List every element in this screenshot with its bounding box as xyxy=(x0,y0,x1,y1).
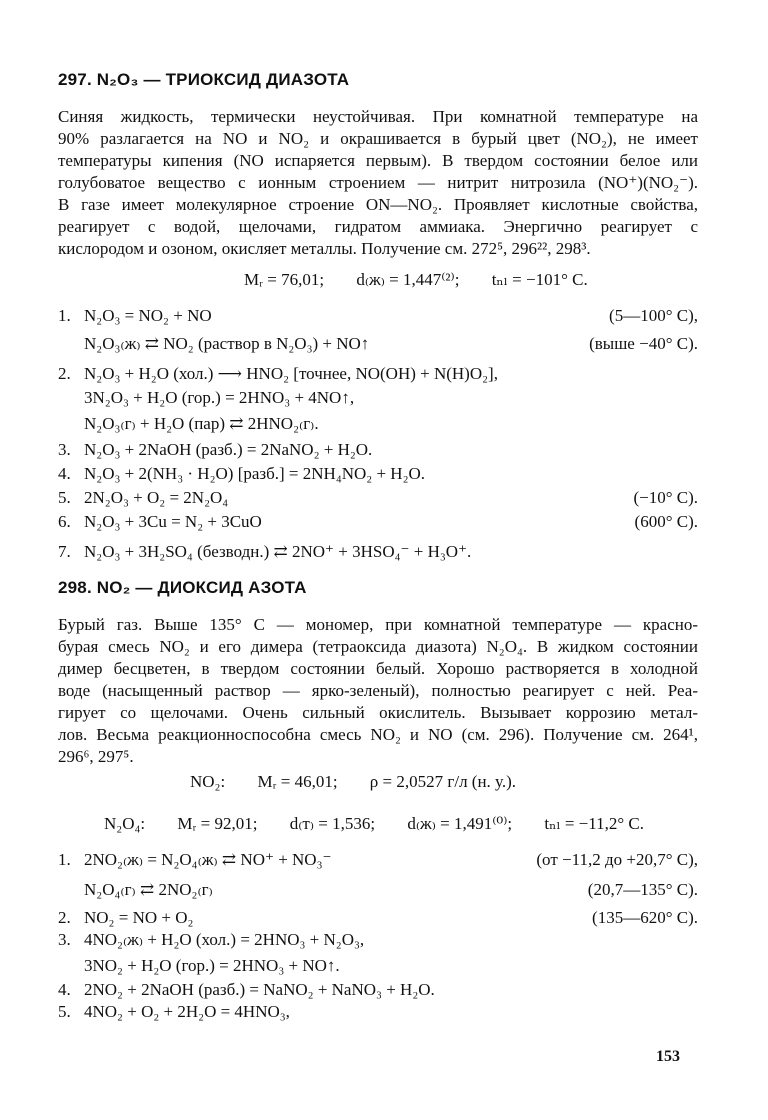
reaction-number: 4. xyxy=(58,464,71,483)
text-line: лов. Весьма реакционноспособна смесь NO₂ и NO (см. 296). Получение см. 264¹, xyxy=(58,725,698,744)
reaction-condition: (от −11,2 до +20,7° C), xyxy=(536,850,698,869)
melting-point: tₙₗ = −11,2° C. xyxy=(544,814,645,833)
section-297-description xyxy=(58,106,698,260)
liquid-density: d₍ж₎ = 1,491⁽⁰⁾; xyxy=(407,814,513,833)
text-line: воде (насыщенный раствор — ярко-зеленый), полностью реагирует с ней. Реа- xyxy=(58,681,698,700)
density: ρ = 2,0527 г/л (н. у.). xyxy=(369,772,517,791)
text-line: В газе имеет молекулярное строение ON—NO₂. Проявляет кислотные свойства, xyxy=(58,195,698,214)
reaction-condition: (20,7—135° C). xyxy=(587,880,698,899)
molar-mass: Mᵣ = 46,01; xyxy=(257,772,338,791)
reaction-number: 2. xyxy=(58,908,71,927)
text-line: кислородом и озоном, окисляет металлы. Получение см. 272⁵, 296²², 298³. xyxy=(58,239,591,258)
text-line: 90% разлагается на NO и NO₂ и окрашивается в бурый цвет (NO₂), не имеет xyxy=(58,129,698,148)
reaction-number: 5. xyxy=(58,1002,71,1021)
text-line: температуры кипения (NO испаряется первым). В твердом состоянии белое или xyxy=(58,151,698,170)
reaction-equation: N₂O₃ = NO₂ + NO xyxy=(84,306,212,325)
reaction-equation: 4NO₂ + O₂ + 2H₂O = 4HNO₃, xyxy=(84,1002,290,1021)
section-298-header: 298. NO₂ — ДИОКСИД АЗОТА xyxy=(58,578,307,597)
reaction-condition: (выше −40° C). xyxy=(589,334,698,353)
reaction-equation: N₂O₃ + 2(NH₃ · H₂O) [разб.] = 2NH₄NO₂ + H₂O. xyxy=(84,464,426,483)
formula-label: N₂O₄: xyxy=(104,814,146,833)
reaction-number: 4. xyxy=(58,980,71,999)
section-298-description xyxy=(58,614,698,768)
molar-mass: Mᵣ = 92,01; xyxy=(177,814,258,833)
reaction-condition: (5—100° C), xyxy=(609,306,698,325)
section-297-header: 297. N₂O₃ — ТРИОКСИД ДИАЗОТА xyxy=(58,70,350,89)
reaction-equation: 4NO₂₍ж₎ + H₂O (хол.) = 2HNO₃ + N₂O₃, xyxy=(84,930,365,949)
density: d₍ж₎ = 1,447⁽²⁾; xyxy=(356,270,460,289)
reaction-number: 3. xyxy=(58,440,71,459)
reaction-equation: N₂O₃₍г₎ + H₂O (пар) ⇄ 2HNO₂₍г₎. xyxy=(84,414,319,433)
reaction-equation: N₂O₃ + 3Cu = N₂ + 3CuO xyxy=(84,512,262,531)
reaction-equation: 2N₂O₃ + O₂ = 2N₂O₄ xyxy=(84,488,229,507)
reaction-equation: NO₂ = NO + O₂ xyxy=(84,908,194,927)
reaction-equation: 3N₂O₃ + H₂O (гор.) = 2HNO₃ + 4NO↑, xyxy=(84,388,355,407)
reaction-number: 1. xyxy=(58,306,71,325)
text-line: реагирует с водой, щелочами, гидратом аммиака. Энергично реагирует с xyxy=(58,217,698,236)
reaction-equation: N₂O₃ + H₂O (хол.) ⟶ HNO₂ [точнее, NO(OH) + N(H)O₂], xyxy=(84,364,498,383)
text-line: гирует со щелочами. Очень сильный окислитель. Вызывает коррозию метал- xyxy=(58,703,698,722)
reaction-number: 6. xyxy=(58,512,71,531)
reaction-equation: 2NO₂₍ж₎ = N₂O₄₍ж₎ ⇄ NO⁺ + NO₃⁻ xyxy=(84,850,332,869)
text-line: Синяя жидкость, термически неустойчивая. При комнатной температуре на xyxy=(58,107,698,126)
section-298-properties-n2o4 xyxy=(104,814,644,834)
text-line: голубоватое вещество с ионным строением — нитрит нитрозила (NO⁺)(NO₂⁻). xyxy=(58,173,698,192)
reaction-condition: (−10° C). xyxy=(633,488,698,507)
reaction-equation: N₂O₃₍ж₎ ⇄ NO₂ (раствор в N₂O₃) + NO↑ xyxy=(84,334,370,353)
reaction-condition: (600° C). xyxy=(634,512,698,531)
text-line: 296⁶, 297⁵. xyxy=(58,747,134,766)
reaction-number: 5. xyxy=(58,488,71,507)
text-line: бурая смесь NO₂ и его димера (тетраоксида диазота) N₂O₄. В жидком состоянии xyxy=(58,637,698,656)
text-line: димер бесцветен, в твердом состоянии белый. Хорошо растворяется в холодной xyxy=(58,659,698,678)
text-line: Бурый газ. Выше 135° C — мономер, при комнатной температуре — красно- xyxy=(58,615,698,634)
page-number: 153 xyxy=(656,1048,680,1065)
reaction-number: 7. xyxy=(58,542,71,561)
reaction-number: 3. xyxy=(58,930,71,949)
reaction-equation: N₂O₃ + 3H₂SO₄ (безводн.) ⇄ 2NO⁺ + 3HSO₄⁻ + H₃O⁺. xyxy=(84,542,472,561)
reaction-number: 1. xyxy=(58,850,71,869)
reaction-condition: (135—620° C). xyxy=(592,908,698,927)
reaction-number: 2. xyxy=(58,364,71,383)
reaction-equation: N₂O₄₍г₎ ⇄ 2NO₂₍г₎ xyxy=(84,880,213,899)
formula-label: NO₂: xyxy=(190,772,226,791)
section-298-properties-no2 xyxy=(190,772,516,792)
melting-point: tₙₗ = −101° C. xyxy=(491,270,588,289)
reaction-equation: 2NO₂ + 2NaOH (разб.) = NaNO₂ + NaNO₃ + H₂O. xyxy=(84,980,435,999)
section-297-properties xyxy=(244,270,588,290)
molar-mass: Mᵣ = 76,01; xyxy=(244,270,325,289)
solid-density: d₍т₎ = 1,536; xyxy=(289,814,376,833)
reaction-equation: 3NO₂ + H₂O (гор.) = 2HNO₃ + NO↑. xyxy=(84,956,340,975)
reaction-equation: N₂O₃ + 2NaOH (разб.) = 2NaNO₂ + H₂O. xyxy=(84,440,373,459)
